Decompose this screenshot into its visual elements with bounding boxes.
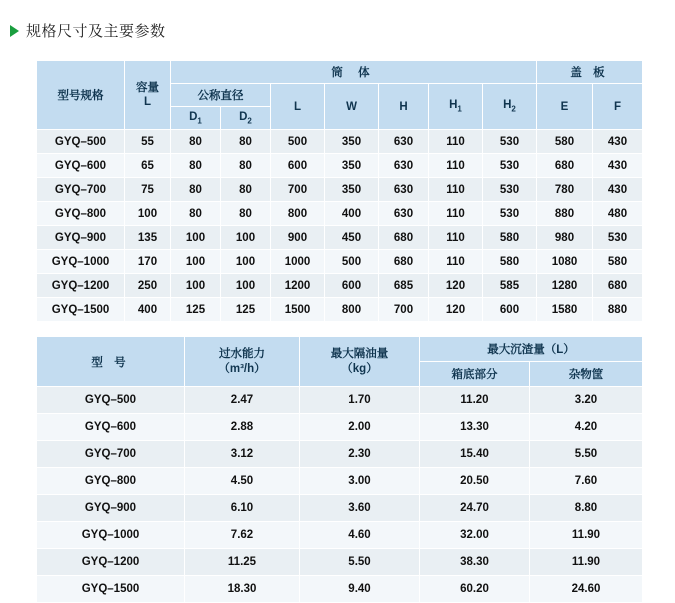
cell-E: 780: [537, 178, 593, 202]
header-D2: $D_2$: [221, 107, 271, 130]
cell-E: 1080: [537, 250, 593, 274]
header-body-group: 筒 体: [171, 61, 537, 84]
cell-H2: 580: [483, 250, 537, 274]
header-W: W: [325, 84, 379, 130]
header-model: 型 号: [37, 337, 185, 387]
performance-table-wrapper: [36, 336, 643, 603]
table-row: [37, 130, 643, 154]
cell-H1: 110: [429, 202, 483, 226]
cell-model: GYQ–800: [37, 202, 125, 226]
table-row: [37, 495, 643, 522]
cell-H: 680: [379, 226, 429, 250]
header-H1: $H_1$: [429, 84, 483, 130]
cell-W: 350: [325, 154, 379, 178]
cell-sediment-bottom: 13.30: [420, 414, 530, 441]
cell-d2: 125: [221, 298, 271, 322]
cell-H1: 110: [429, 154, 483, 178]
cell-model: GYQ–600: [37, 414, 185, 441]
cell-E: 980: [537, 226, 593, 250]
cell-sediment-bottom: 38.30: [420, 549, 530, 576]
header-sediment-bottom: 箱底部分: [420, 362, 530, 387]
table-header-row: [37, 61, 643, 84]
header-sediment-basket: 杂物筐: [530, 362, 643, 387]
cell-F: 430: [593, 178, 643, 202]
table-row: [37, 549, 643, 576]
cell-L: 1200: [271, 274, 325, 298]
cell-capacity: 250: [125, 274, 171, 298]
cell-E: 680: [537, 154, 593, 178]
cell-sediment-bottom: 20.50: [420, 468, 530, 495]
cell-capacity: 170: [125, 250, 171, 274]
cell-model: GYQ–1200: [37, 274, 125, 298]
cell-sediment-bottom: 32.00: [420, 522, 530, 549]
cell-flow: 11.25: [185, 549, 300, 576]
table-row: [37, 576, 643, 603]
cell-flow: 6.10: [185, 495, 300, 522]
cell-H2: 530: [483, 154, 537, 178]
cell-flow: 2.88: [185, 414, 300, 441]
table-row: [37, 298, 643, 322]
cell-sediment-bottom: 60.20: [420, 576, 530, 603]
cell-F: 680: [593, 274, 643, 298]
cell-H: 630: [379, 130, 429, 154]
cell-model: GYQ–1500: [37, 576, 185, 603]
cell-F: 530: [593, 226, 643, 250]
cell-flow: 18.30: [185, 576, 300, 603]
cell-sediment-bottom: 24.70: [420, 495, 530, 522]
header-L: L: [271, 84, 325, 130]
header-D1: $D_1$: [171, 107, 221, 130]
cell-model: GYQ–700: [37, 441, 185, 468]
table-row: [37, 387, 643, 414]
table-row: [37, 226, 643, 250]
header-cover-group: 盖 板: [537, 61, 643, 84]
cell-flow: 4.50: [185, 468, 300, 495]
cell-model: GYQ–1000: [37, 522, 185, 549]
cell-flow: 3.12: [185, 441, 300, 468]
cell-H: 680: [379, 250, 429, 274]
cell-d2: 80: [221, 202, 271, 226]
cell-d2: 80: [221, 130, 271, 154]
cell-L: 800: [271, 202, 325, 226]
cell-sediment-basket: 5.50: [530, 441, 643, 468]
header-nominal-diameter: 公称直径: [171, 84, 271, 107]
cell-W: 800: [325, 298, 379, 322]
cell-sediment-basket: 3.20: [530, 387, 643, 414]
header-flow-capacity: [185, 337, 300, 387]
cell-W: 350: [325, 178, 379, 202]
cell-F: 430: [593, 154, 643, 178]
cell-sediment-basket: 4.20: [530, 414, 643, 441]
cell-W: 350: [325, 130, 379, 154]
performance-table: [36, 336, 643, 603]
cell-model: GYQ–1200: [37, 549, 185, 576]
cell-L: 1000: [271, 250, 325, 274]
cell-W: 400: [325, 202, 379, 226]
cell-sediment-basket: 7.60: [530, 468, 643, 495]
performance-table-body: [37, 387, 643, 603]
cell-d2: 80: [221, 178, 271, 202]
cell-d1: 80: [171, 130, 221, 154]
cell-F: 580: [593, 250, 643, 274]
table-row: [37, 522, 643, 549]
header-flow-line1: 过水能力: [219, 348, 265, 361]
cell-model: GYQ–1000: [37, 250, 125, 274]
cell-d2: 80: [221, 154, 271, 178]
cell-L: 1500: [271, 298, 325, 322]
table-row: [37, 202, 643, 226]
header-sediment-group: 最大沉渣量（L）: [420, 337, 643, 362]
cell-H: 685: [379, 274, 429, 298]
cell-capacity: 65: [125, 154, 171, 178]
cell-model: GYQ–900: [37, 226, 125, 250]
cell-W: 450: [325, 226, 379, 250]
cell-sediment-basket: 11.90: [530, 522, 643, 549]
cell-model: GYQ–800: [37, 468, 185, 495]
cell-d2: 100: [221, 250, 271, 274]
cell-H: 630: [379, 178, 429, 202]
cell-L: 500: [271, 130, 325, 154]
cell-d1: 100: [171, 226, 221, 250]
cell-d1: 125: [171, 298, 221, 322]
cell-oil: 5.50: [300, 549, 420, 576]
spec-dimensions-table: [36, 60, 643, 322]
table-header-row: [37, 337, 643, 362]
cell-E: 1280: [537, 274, 593, 298]
cell-W: 600: [325, 274, 379, 298]
cell-W: 500: [325, 250, 379, 274]
table-row: [37, 414, 643, 441]
cell-capacity: 135: [125, 226, 171, 250]
section-heading-label: 规格尺寸及主要参数: [26, 23, 166, 40]
cell-d1: 100: [171, 250, 221, 274]
cell-sediment-basket: 8.80: [530, 495, 643, 522]
cell-E: 880: [537, 202, 593, 226]
cell-H1: 110: [429, 130, 483, 154]
cell-capacity: 55: [125, 130, 171, 154]
header-H2: $H_2$: [483, 84, 537, 130]
cell-capacity: 100: [125, 202, 171, 226]
cell-oil: 2.30: [300, 441, 420, 468]
cell-sediment-bottom: 11.20: [420, 387, 530, 414]
cell-d2: 100: [221, 274, 271, 298]
cell-F: 430: [593, 130, 643, 154]
section-heading: [10, 20, 166, 41]
spec-dimensions-table-wrapper: [36, 60, 643, 322]
cell-L: 600: [271, 154, 325, 178]
table-row: [37, 154, 643, 178]
cell-H1: 110: [429, 250, 483, 274]
header-model: 型号规格: [37, 61, 125, 130]
cell-F: 880: [593, 298, 643, 322]
cell-H2: 530: [483, 202, 537, 226]
cell-oil: 3.60: [300, 495, 420, 522]
cell-oil: 3.00: [300, 468, 420, 495]
cell-H2: 530: [483, 130, 537, 154]
cell-model: GYQ–500: [37, 130, 125, 154]
header-H: H: [379, 84, 429, 130]
cell-E: 1580: [537, 298, 593, 322]
table-row: [37, 178, 643, 202]
cell-L: 900: [271, 226, 325, 250]
cell-d1: 80: [171, 178, 221, 202]
cell-capacity: 400: [125, 298, 171, 322]
cell-flow: 2.47: [185, 387, 300, 414]
cell-model: GYQ–1500: [37, 298, 125, 322]
header-capacity: [125, 61, 171, 130]
table-row: [37, 250, 643, 274]
cell-d1: 100: [171, 274, 221, 298]
cell-sediment-basket: 24.60: [530, 576, 643, 603]
cell-model: GYQ–700: [37, 178, 125, 202]
header-oil-line2: （kg）: [341, 362, 378, 375]
header-F: F: [593, 84, 643, 130]
cell-F: 480: [593, 202, 643, 226]
header-oil-capacity: [300, 337, 420, 387]
header-oil-line1: 最大隔油量: [330, 348, 389, 361]
cell-H2: 580: [483, 226, 537, 250]
cell-H: 700: [379, 298, 429, 322]
cell-d2: 100: [221, 226, 271, 250]
cell-H2: 585: [483, 274, 537, 298]
cell-model: GYQ–500: [37, 387, 185, 414]
cell-sediment-bottom: 15.40: [420, 441, 530, 468]
cell-capacity: 75: [125, 178, 171, 202]
cell-model: GYQ–600: [37, 154, 125, 178]
cell-H2: 530: [483, 178, 537, 202]
triangle-bullet-icon: [10, 25, 19, 37]
table-row: [37, 441, 643, 468]
cell-H: 630: [379, 202, 429, 226]
cell-H1: 110: [429, 226, 483, 250]
table-row: [37, 274, 643, 298]
header-flow-line2: （m³/h）: [218, 362, 266, 375]
cell-H2: 600: [483, 298, 537, 322]
cell-d1: 80: [171, 154, 221, 178]
cell-L: 700: [271, 178, 325, 202]
cell-H1: 120: [429, 274, 483, 298]
cell-H: 630: [379, 154, 429, 178]
cell-oil: 4.60: [300, 522, 420, 549]
cell-E: 580: [537, 130, 593, 154]
cell-oil: 9.40: [300, 576, 420, 603]
cell-d1: 80: [171, 202, 221, 226]
spec-dimensions-table-body: [37, 130, 643, 322]
header-capacity-line1: 容量: [136, 81, 159, 94]
header-capacity-line2: L: [143, 96, 152, 108]
table-row: [37, 468, 643, 495]
cell-sediment-basket: 11.90: [530, 549, 643, 576]
cell-model: GYQ–900: [37, 495, 185, 522]
cell-flow: 7.62: [185, 522, 300, 549]
cell-oil: 2.00: [300, 414, 420, 441]
cell-H1: 110: [429, 178, 483, 202]
header-E: E: [537, 84, 593, 130]
cell-H1: 120: [429, 298, 483, 322]
cell-oil: 1.70: [300, 387, 420, 414]
